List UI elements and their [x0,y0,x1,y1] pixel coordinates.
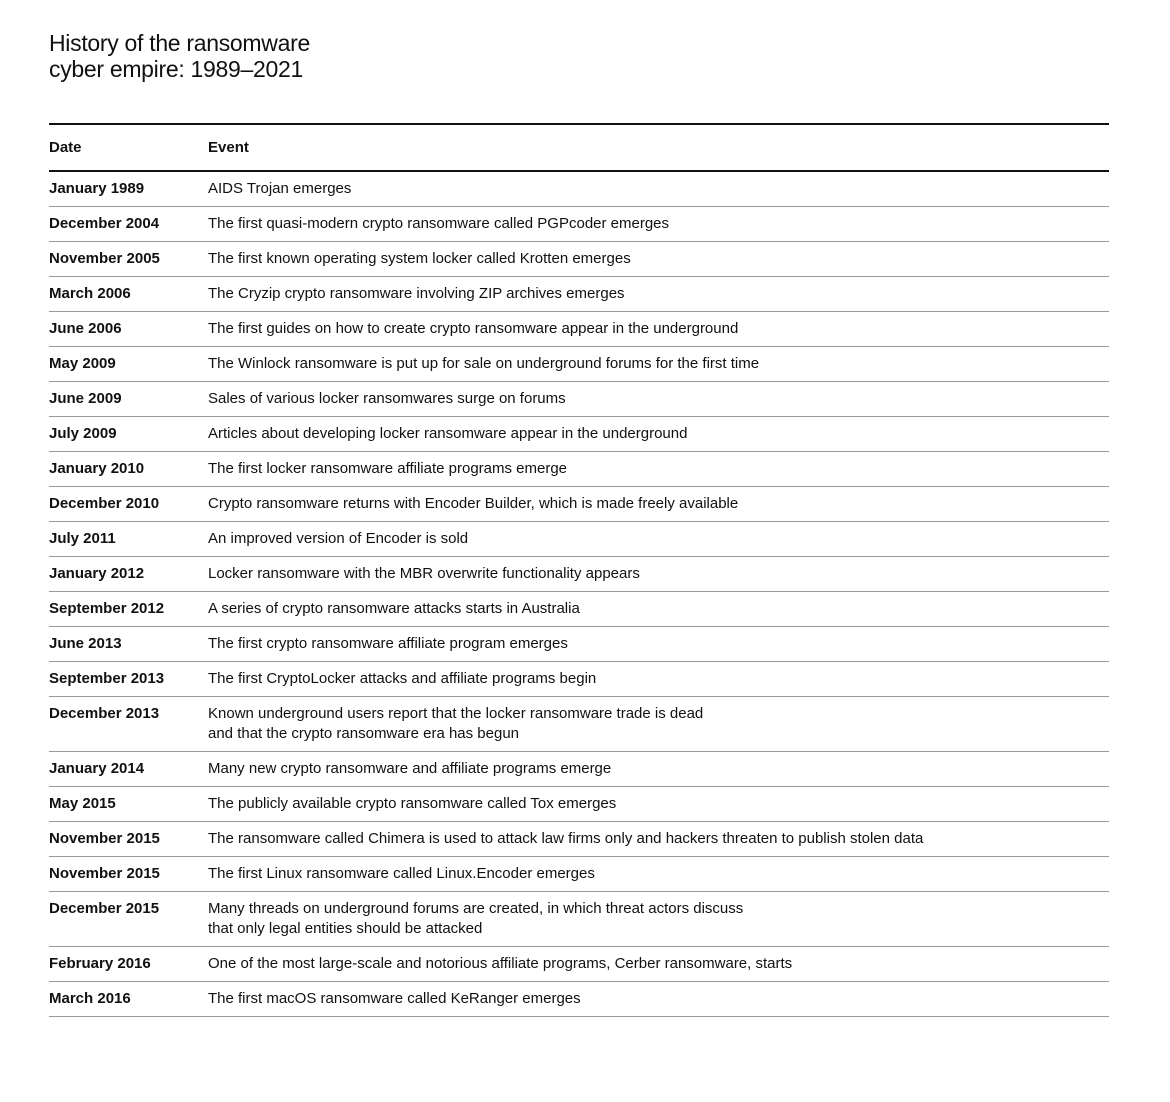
row-date: November 2015 [49,857,208,892]
page-title [49,30,310,82]
title-line-2: cyber empire: 1989–2021 [49,56,303,82]
row-date: May 2015 [49,787,208,822]
table-row [49,382,1109,417]
row-date: March 2006 [49,277,208,312]
row-date: September 2013 [49,662,208,697]
row-event: Locker ransomware with the MBR overwrite functionality appears [208,557,1109,592]
table-row [49,627,1109,662]
table-row [49,982,1109,1017]
table-body [49,171,1109,1017]
table-row [49,277,1109,312]
row-event: An improved version of Encoder is sold [208,522,1109,557]
table-header-row [49,124,1109,171]
timeline-table [49,123,1109,1017]
table-row [49,347,1109,382]
row-date: July 2009 [49,417,208,452]
row-date: December 2010 [49,487,208,522]
table-row [49,312,1109,347]
row-event: The first CryptoLocker attacks and affiliate programs begin [208,662,1109,697]
table-row [49,697,1109,752]
row-date: January 2012 [49,557,208,592]
row-event: The first known operating system locker called Krotten emerges [208,242,1109,277]
row-date: December 2013 [49,697,208,752]
row-event: The publicly available crypto ransomware called Tox emerges [208,787,1109,822]
row-date: December 2015 [49,892,208,947]
row-event: The first Linux ransomware called Linux.Encoder emerges [208,857,1109,892]
row-event: The first crypto ransomware affiliate program emerges [208,627,1109,662]
row-date: December 2004 [49,207,208,242]
row-date: February 2016 [49,947,208,982]
date-column-header: Date [49,124,208,171]
row-event: Articles about developing locker ransomware appear in the underground [208,417,1109,452]
row-date: July 2011 [49,522,208,557]
row-event: A series of crypto ransomware attacks starts in Australia [208,592,1109,627]
table-row [49,207,1109,242]
table-row [49,857,1109,892]
row-date: January 1989 [49,171,208,207]
row-event: The first quasi-modern crypto ransomware called PGPcoder emerges [208,207,1109,242]
table-row [49,522,1109,557]
row-event: The first macOS ransomware called KeRanger emerges [208,982,1109,1017]
table-row [49,452,1109,487]
row-event: Known underground users report that the locker ransomware trade is dead and that the crypto ransomware era has begun [208,697,1109,752]
row-event: The Cryzip crypto ransomware involving ZIP archives emerges [208,277,1109,312]
table-row [49,592,1109,627]
table-row [49,947,1109,982]
row-date: September 2012 [49,592,208,627]
table-row [49,242,1109,277]
row-event: The ransomware called Chimera is used to attack law firms only and hackers threaten to publish stolen data [208,822,1109,857]
table-row [49,171,1109,207]
row-event: Crypto ransomware returns with Encoder Builder, which is made freely available [208,487,1109,522]
row-date: June 2013 [49,627,208,662]
row-date: November 2015 [49,822,208,857]
table-row [49,557,1109,592]
table-row [49,662,1109,697]
title-line-1: History of the ransomware [49,30,310,56]
row-event: The first guides on how to create crypto ransomware appear in the underground [208,312,1109,347]
table-row [49,752,1109,787]
row-event: Many new crypto ransomware and affiliate programs emerge [208,752,1109,787]
row-date: May 2009 [49,347,208,382]
row-event: Many threads on underground forums are created, in which threat actors discuss that only legal entities should be attacked [208,892,1109,947]
row-date: January 2014 [49,752,208,787]
table-row [49,487,1109,522]
table-row [49,822,1109,857]
table-row [49,892,1109,947]
row-date: June 2006 [49,312,208,347]
row-event: AIDS Trojan emerges [208,171,1109,207]
row-event: The first locker ransomware affiliate programs emerge [208,452,1109,487]
row-date: March 2016 [49,982,208,1017]
row-date: January 2010 [49,452,208,487]
row-event: The Winlock ransomware is put up for sale on underground forums for the first time [208,347,1109,382]
row-event: Sales of various locker ransomwares surge on forums [208,382,1109,417]
event-column-header: Event [208,124,1109,171]
row-date: June 2009 [49,382,208,417]
table-row [49,787,1109,822]
table-row [49,417,1109,452]
row-date: November 2005 [49,242,208,277]
row-event: One of the most large-scale and notorious affiliate programs, Cerber ransomware, starts [208,947,1109,982]
